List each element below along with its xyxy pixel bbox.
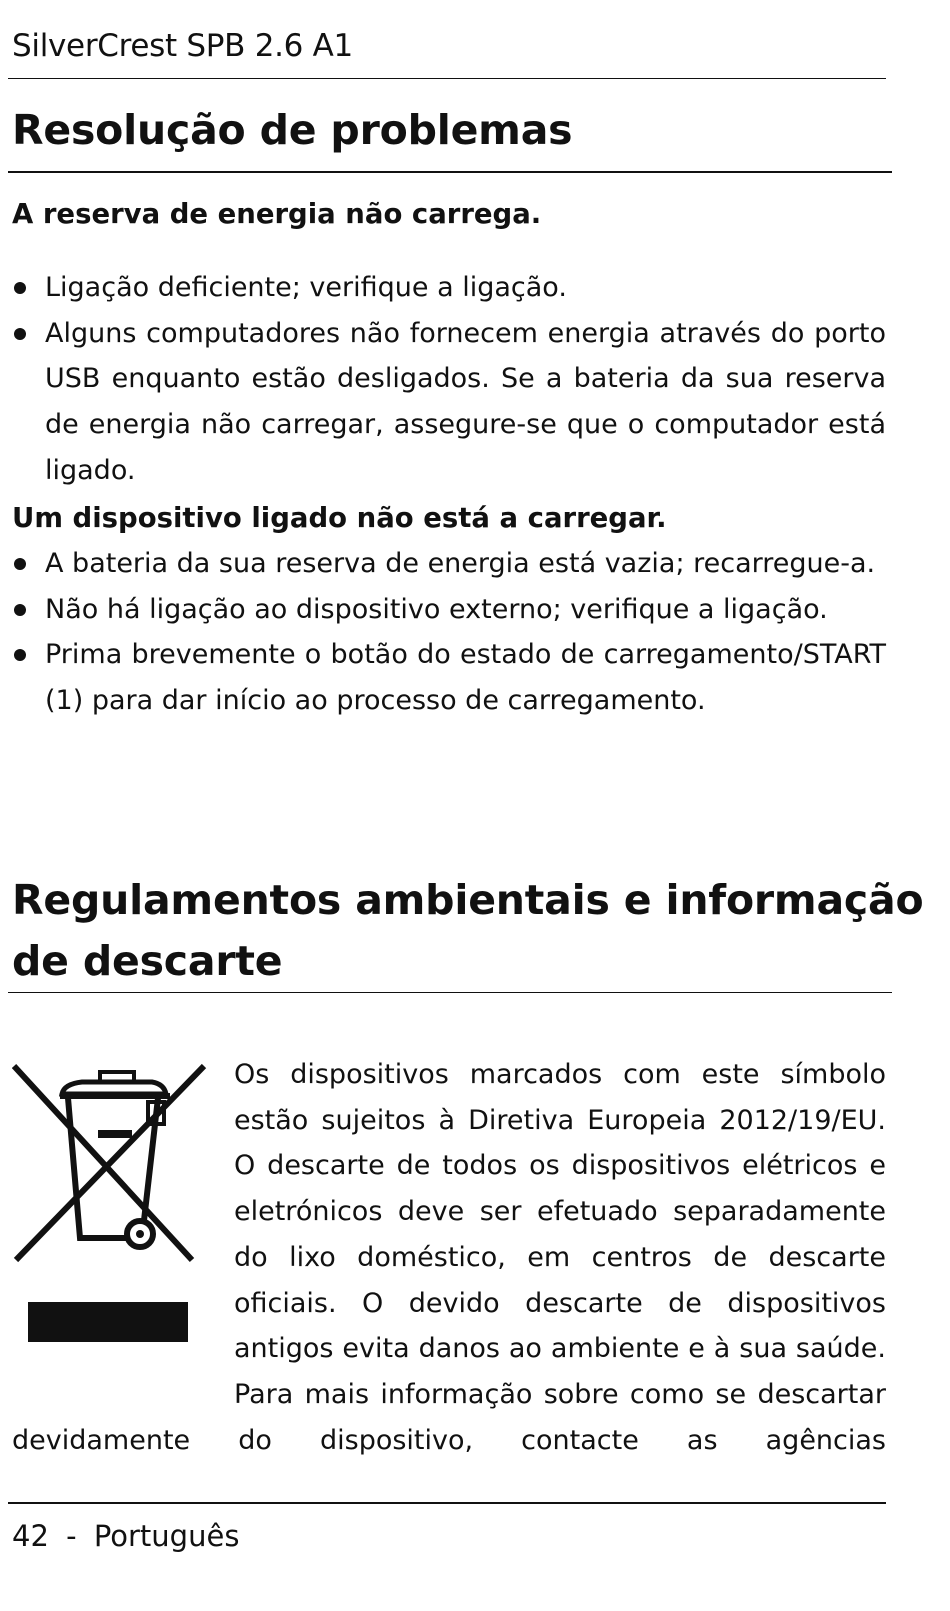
footer-separator: - xyxy=(66,1519,77,1553)
section-title-environment-cont: de descarte xyxy=(12,937,283,985)
section-rule xyxy=(8,992,892,993)
issue-bullet-list xyxy=(12,265,886,494)
issue-bullet-list xyxy=(12,541,886,724)
footer-language: Português xyxy=(93,1519,240,1553)
bullet-icon xyxy=(14,328,26,340)
section-title-environment: Regulamentos ambientais e informação xyxy=(12,876,924,924)
list-item: Ligação deficiente; verifique a ligação. xyxy=(12,265,886,311)
bullet-icon xyxy=(14,604,26,616)
section-rule xyxy=(8,171,892,173)
footer-rule xyxy=(8,1502,886,1504)
issue-heading: A reserva de energia não carrega. xyxy=(12,198,542,230)
list-item: Prima brevemente o botão do estado de carregamento/START (1) para dar início ao processo de carregamento. xyxy=(12,632,886,723)
bullet-icon xyxy=(14,649,26,661)
list-item: A bateria da sua reserva de energia está vazia; recarregue-a. xyxy=(12,541,886,587)
footer xyxy=(12,1516,239,1556)
bullet-icon xyxy=(14,282,26,294)
section-title-troubleshooting: Resolução de problemas xyxy=(12,106,573,154)
disposal-paragraph: Os dispositivos marcados com este símbolo estão sujeitos à Diretiva Europeia 2012/19/EU. O descarte de todos os dispositivos elétricos e eletrónicos deve ser efetuado separadamente do lixo doméstico, em centros de descarte oficiais. O devido descarte de dispositivos antigos evita danos ao ambiente e à sua saúde. Para mais informação sobre como se descartar devidamente do dispositivo, contacte as agências xyxy=(12,1059,886,1456)
bullet-icon xyxy=(14,558,26,570)
page-number: 42 xyxy=(12,1519,49,1553)
header-model: SilverCrest SPB 2.6 A1 xyxy=(12,28,353,64)
crossed-out-wheelie-bin-icon xyxy=(12,1062,208,1382)
list-item: Não há ligação ao dispositivo externo; verifique a ligação. xyxy=(12,587,886,633)
issue-heading: Um dispositivo ligado não está a carregar. xyxy=(12,502,667,534)
header-rule xyxy=(8,78,886,79)
list-item: Alguns computadores não fornecem energia através do porto USB enquanto estão desligados. Se a bateria da sua reserva de energia não carregar, assegure-se que o computador está ligado. xyxy=(12,311,886,494)
